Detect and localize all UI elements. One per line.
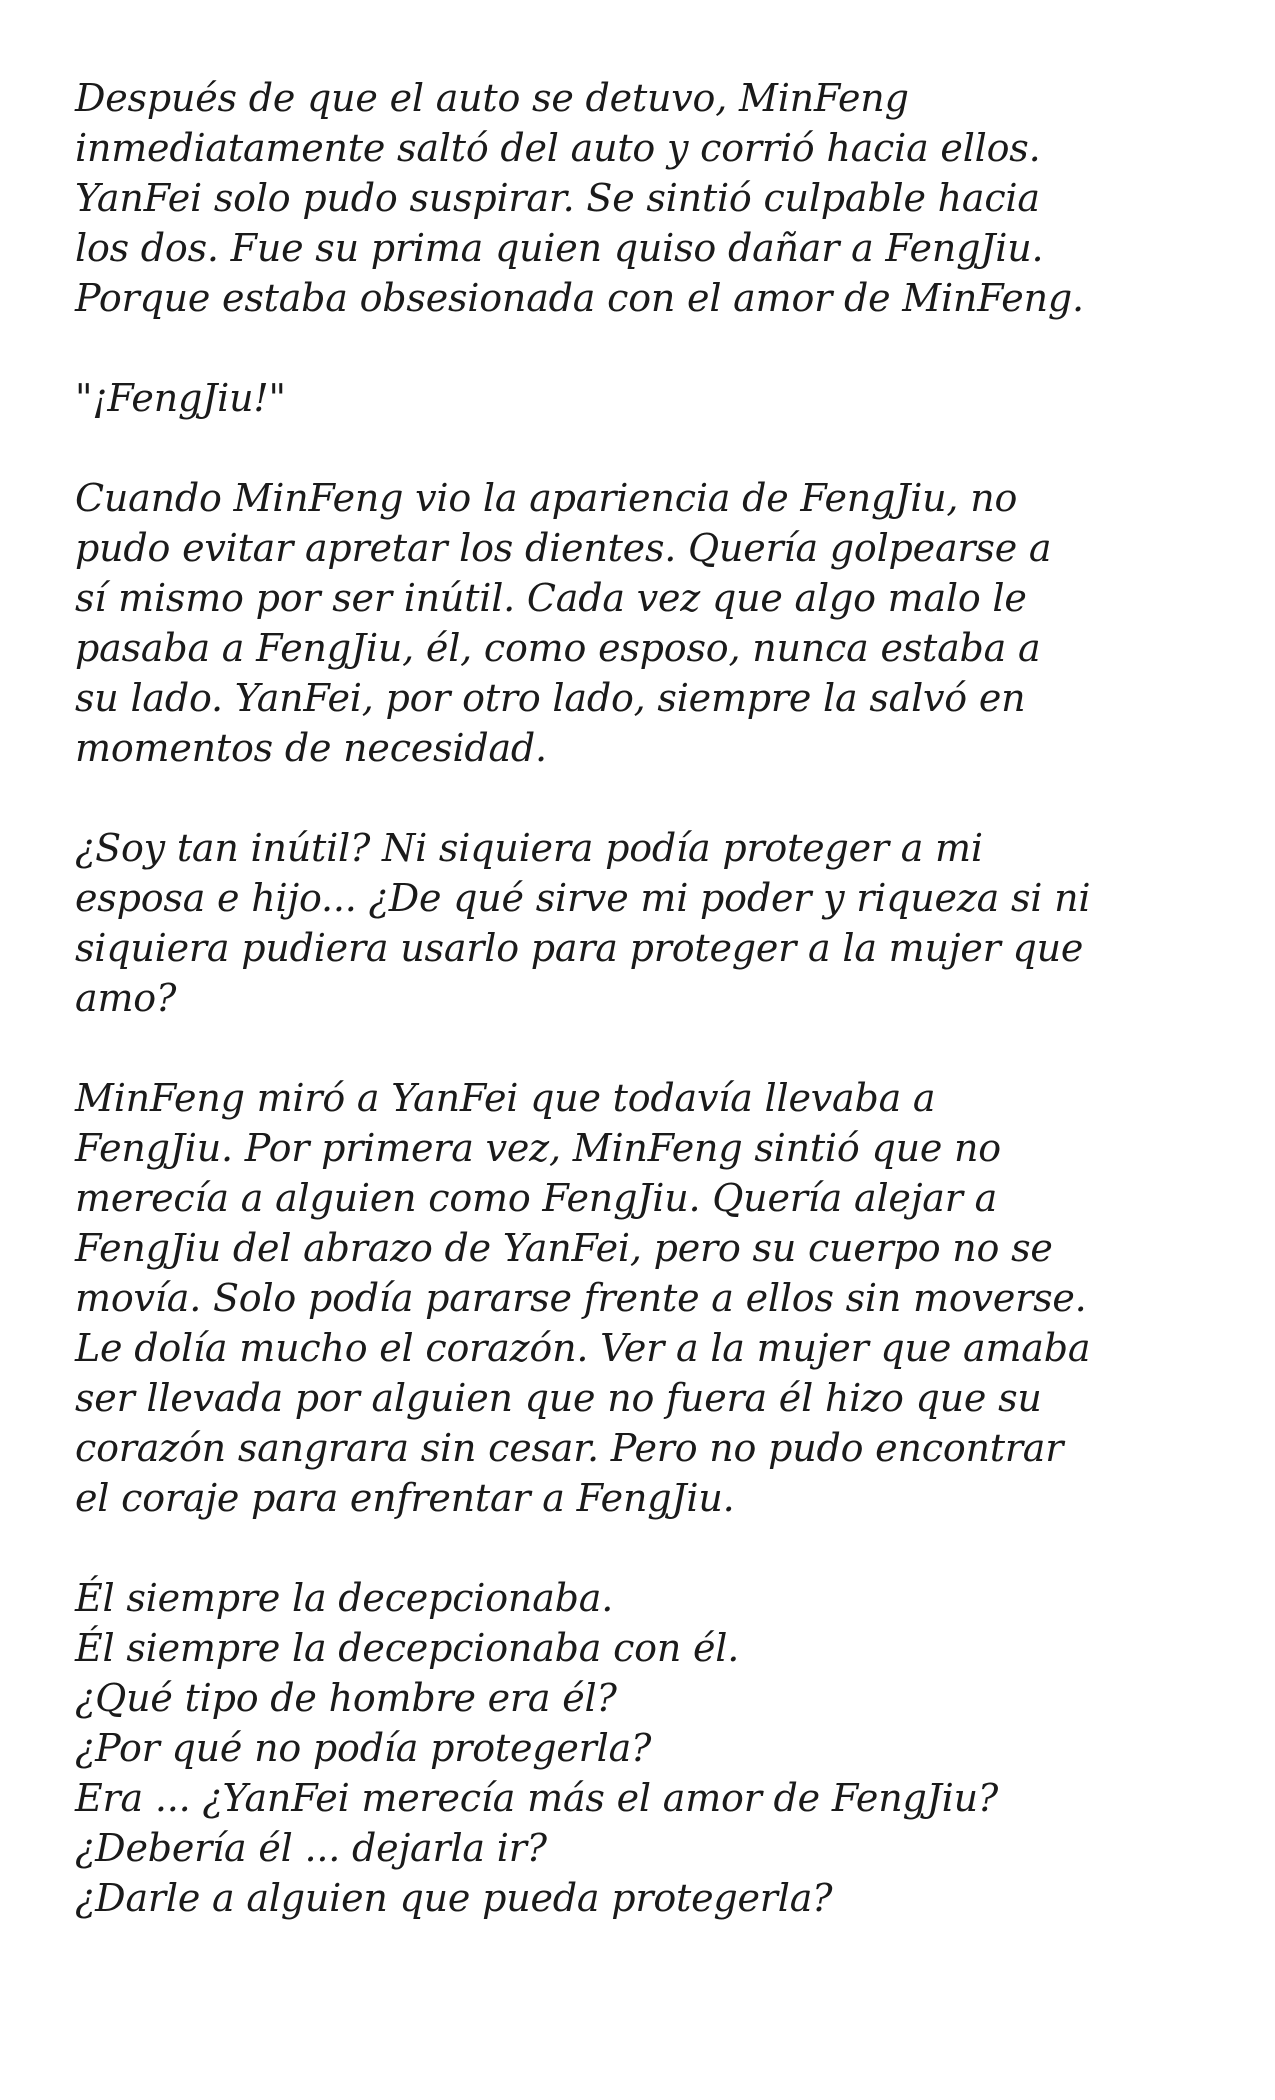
text-line: ¿Debería él ... dejarla ir? xyxy=(75,1826,547,1870)
text-line: pudo evitar apretar los dientes. Quería golpearse a xyxy=(75,526,1052,570)
text-line: los dos. Fue su prima quien quiso dañar a FengJiu. xyxy=(75,226,1044,270)
text-line: inmediatamente saltó del auto y corrió hacia ellos. xyxy=(75,126,1041,170)
text-line: Le dolía mucho el corazón. Ver a la mujer que amaba xyxy=(75,1326,1091,1370)
text-line: esposa e hijo... ¿De qué sirve mi poder y riqueza si ni xyxy=(75,876,1091,920)
paragraph-2-dialogue xyxy=(75,373,1225,423)
paragraph-6 xyxy=(75,1573,1225,1923)
paragraph-4 xyxy=(75,823,1225,1023)
text-line: Él siempre la decepcionaba. xyxy=(75,1576,614,1620)
story-text xyxy=(75,73,1225,1973)
text-line: Él siempre la decepcionaba con él. xyxy=(75,1626,740,1670)
text-line: sí mismo por ser inútil. Cada vez que algo malo le xyxy=(75,576,1027,620)
text-line: ¿Por qué no podía protegerla? xyxy=(75,1726,652,1770)
text-line: movía. Solo podía pararse frente a ellos sin moverse. xyxy=(75,1276,1087,1320)
text-line: momentos de necesidad. xyxy=(75,726,547,770)
text-line: amo? xyxy=(75,976,177,1020)
text-line: Era ... ¿YanFei merecía más el amor de FengJiu? xyxy=(75,1776,999,1820)
text-line: FengJiu. Por primera vez, MinFeng sintió que no xyxy=(75,1126,1001,1170)
paragraph-1 xyxy=(75,73,1225,323)
text-line: siquiera pudiera usarlo para proteger a la mujer que xyxy=(75,926,1084,970)
text-line: MinFeng miró a YanFei que todavía llevaba a xyxy=(75,1076,936,1120)
text-line: ¿Darle a alguien que pueda protegerla? xyxy=(75,1876,833,1920)
text-line: Después de que el auto se detuvo, MinFeng xyxy=(75,76,909,120)
paragraph-5 xyxy=(75,1073,1225,1523)
text-line: merecía a alguien como FengJiu. Quería alejar a xyxy=(75,1176,998,1220)
text-line: el coraje para enfrentar a FengJiu. xyxy=(75,1476,735,1520)
text-line: ¿Soy tan inútil? Ni siquiera podía proteger a mi xyxy=(75,826,983,870)
text-line: ¿Qué tipo de hombre era él? xyxy=(75,1676,617,1720)
text-line: "¡FengJiu!" xyxy=(75,376,286,420)
text-line: su lado. YanFei, por otro lado, siempre la salvó en xyxy=(75,676,1026,720)
text-line: Cuando MinFeng vio la apariencia de FengJiu, no xyxy=(75,476,1018,520)
text-line: Porque estaba obsesionada con el amor de MinFeng. xyxy=(75,276,1084,320)
paragraph-3 xyxy=(75,473,1225,773)
text-line: ser llevada por alguien que no fuera él hizo que su xyxy=(75,1376,1042,1420)
text-line: pasaba a FengJiu, él, como esposo, nunca estaba a xyxy=(75,626,1041,670)
text-line: FengJiu del abrazo de YanFei, pero su cuerpo no se xyxy=(75,1226,1053,1270)
text-line: corazón sangrara sin cesar. Pero no pudo encontrar xyxy=(75,1426,1064,1470)
text-line: YanFei solo pudo suspirar. Se sintió culpable hacia xyxy=(75,176,1040,220)
